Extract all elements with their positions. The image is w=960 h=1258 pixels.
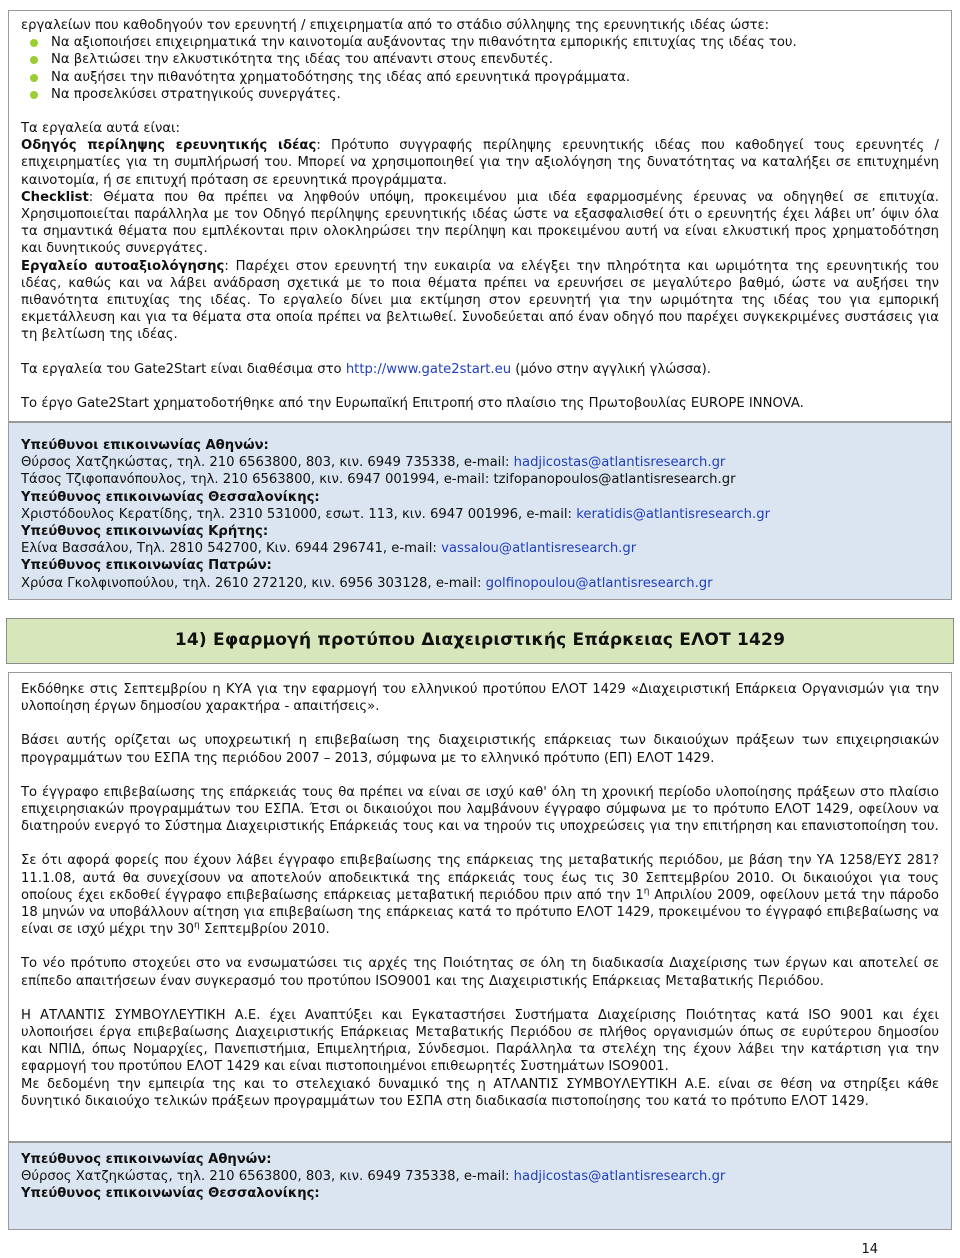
tools-section: [8, 10, 952, 422]
page-number: 14: [861, 1242, 878, 1257]
list-item: Να αξιοποιήσει επιχειρηματικά την καινοτομία αυξάνοντας την πιθανότητα εμπορικής επιτυχίας της ιδέας του.: [21, 34, 939, 51]
contact-line: Χρύσα Γκολφινοπούλου, τηλ. 2610 272120, κιν. 6956 303128, e-mail: golfinopoulou@atlantisresearch.gr: [21, 575, 713, 591]
email-link[interactable]: hadjicostas@atlantisresearch.gr: [513, 1169, 726, 1185]
elot-paragraph: Το νέο πρότυπο στοχεύει στο να ενσωματώσει τις αρχές της Ποιότητας σε όλη τη διαδικασία Διαχείρισης των έργων και αποτελεί σε επίπεδο απαιτήσεων έναν συγκερασμό του προτύπου ISO9001 και της Διαχειριστικής Επάρκειας Μεταβατικής Περιόδου.: [21, 956, 939, 989]
contacts-box-2: [8, 1142, 952, 1230]
funding-text: Το έργο Gate2Start χρηματοδοτήθηκε από την Ευρωπαϊκή Επιτροπή στο πλαίσιο της Πρωτοβουλίας EUROPE INNOVA.: [21, 395, 804, 411]
contact-heading-thessaloniki: Υπεύθυνος επικοινωνίας Θεσσαλονίκης:: [21, 1186, 320, 1202]
email-link[interactable]: keratidis@atlantisresearch.gr: [576, 506, 771, 522]
elot-paragraph: Το έγγραφο επιβεβαίωσης της επάρκειάς τους θα πρέπει να είναι σε ισχύ καθ' όλη τη χρονική περίοδο υλοποίησης πράξεων στο πλαίσιο επιχειρησιακών προγραμμάτων του ΕΣΠΑ. Έτσι οι δικαιούχοι που λαμβάνουν έγγραφο σύμφωνα με το πρότυπο ΕΛΟΤ 1429, οφείλουν να διατηρούν ενεργό το Σύστημα Διαχειριστικής Επάρκειάς τους και να τηρούν τις υποχρεώσεις για την επιτήρηση και επανιστοποίηση του.: [21, 784, 939, 835]
tool-self-assessment: Εργαλείο αυτοαξιολόγησης: Παρέχει στον ερευνητή την ευκαιρία να ελέγξει την πληρότητα και ωριμότητα της ερευνητικής του ιδέας, καθώς και να λάβει ανάδραση σχετικά με το ποια θέματα πρέπει να ερευνήσει σε μεγαλύτερο βαθμό, ώστε να αυξήσει την πιθανότητα επιτυχίας της ιδέας. Το εργαλείο δίνει μια εκτίμηση στον ερευνητή για την ωριμότητα της ιδέας του για εμπορική εκμετάλλευση και για τα θέματα στα οποία πρέπει να βελτιωθεί. Συνοδεύεται από έναν οδηγό που παρέχει συγκεκριμένες συστάσεις για τη βελτίωση της ιδέας.: [21, 258, 939, 343]
tool-checklist: Checklist: Θέματα που θα πρέπει να ληφθούν υπόψη, προκειμένου μια ιδέα εφαρμοσμένης έρευνας να οδηγηθεί σε επιτυχία. Χρησιμοποιείται παράλληλα με τον Οδηγό περίληψης ερευνητικής ιδέας ώστε να εξασφαλισθεί ότι ο ερευνητής έχει λάβει υπ’ όψιν όλα τα σημαντικά θέματα που εμπλέκονται πριν ολοκληρώσει την περίληψη και προκειμένου αυτή να είναι ελκυστική προς χρηματοδότηση και δυνητικούς συνεργάτες.: [21, 189, 939, 257]
contact-heading-athens: Υπεύθυνος επικοινωνίας Αθηνών:: [21, 1152, 272, 1167]
elot-paragraph: Σε ότι αφορά φορείς που έχουν λάβει έγγραφο επιβεβαίωσης της επάρκειας της μεταβατικής περιόδου, με βάση την ΥΑ 1258/ΕΥΣ 281?11.1.08, αυτά θα συνεχίσουν να αποτελούν αποδεικτικά της επάρκειάς τους έως τις 30 Σεπτεμβρίου 2010. Οι δικαιούχοι για τους οποίους έχει εκδοθεί έγγραφο επιβεβαίωσης επάρκειας μεταβατική περιόδου πριν από την $1^\eta$ Απριλίου 2009, οφείλουν μετά την πάροδο 18 μηνών να υποβάλλουν αίτηση για επιβεβαίωση της επάρκειας κατά το πρότυπο ΕΛΟΤ 1429, προκειμένου το έγγραφό επιβεβαίωσης να είναι σε ισχύ μέχρι την $30^\eta$ Σεπτεμβρίου 2010.: [21, 853, 940, 938]
contact-heading-crete: Υπεύθυνος επικοινωνίας Κρήτης:: [21, 524, 269, 540]
elot-paragraph: Με δεδομένη την εμπειρία της και το στελεχιακό δυναμικό της η ΑΤΛΑΝΤΙΣ ΣΥΜΒΟΥΛΕΥΤΙΚΗ Α.Ε. είναι σε θέση να στηρίξει κάθε δυνητικό δικαιούχο τελικών πράξεων προγραμμάτων του ΕΣΠΑ στη διαδικασία πιστοποίησης του κατά το πρότυπο ΕΛΟΤ 1429.: [21, 1076, 939, 1109]
email-link[interactable]: hadjicostas@atlantisresearch.gr: [513, 455, 726, 471]
contact-line: Τάσος Τζιφοπανόπουλος, τηλ. 210 6563800, κιν. 6947 001994, e-mail: tzifopanopoulos@atlantisresearch.gr: [21, 472, 736, 488]
tool-summary-guide: Οδηγός περίληψης ερευνητικής ιδέας: Πρότυπο συγγραφής περίληψης ερευνητικής ιδέας που καθοδηγεί τους ερευνητές / επιχειρηματίες για τη συμπλήρωσή του. Μπορεί να χρησιμοποιηθεί για την αξιολόγηση της δυνατότητας να καταλήξει σε επιτυχημένη καινοτομία, ή σε επιτυχή πρόταση σε ερευνητικά προγράμματα.: [21, 138, 939, 188]
contact-heading-thessaloniki: Υπεύθυνος επικοινωνίας Θεσσαλονίκης:: [21, 489, 320, 505]
gate2start-link[interactable]: http://www.gate2start.eu: [345, 361, 512, 377]
email-link[interactable]: golfinopoulou@atlantisresearch.gr: [485, 575, 713, 591]
list-item: Να βελτιώσει την ελκυστικότητα της ιδέας του απέναντι στους επενδυτές.: [21, 51, 939, 68]
email-link[interactable]: vassalou@atlantisresearch.gr: [441, 541, 637, 557]
section-title: 14) Εφαρμογή προτύπου Διαχειριστικής Επάρκειας ΕΛΟΤ 1429: [6, 618, 954, 664]
contact-line: Θύρσος Χατζηκώστας, τηλ. 210 6563800, 803, κιν. 6949 735338, e-mail: hadjicostas@atlantisresearch.gr: [21, 1169, 726, 1185]
bullet-dot-icon: [30, 56, 38, 64]
elot-paragraph: Βάσει αυτής ορίζεται ως υποχρεωτική η επιβεβαίωση της διαχειριστικής επάρκειας των δικαιούχων πράξεων των επιχειρησιακών προγραμμάτων του ΕΣΠΑ της περιόδου 2007 – 2013, σύμφωνα με το ελληνικό πρότυπο (ΕΠ) ΕΛΟΤ 1429.: [21, 733, 939, 766]
list-item: Να προσελκύσει στρατηγικούς συνεργάτες.: [21, 86, 939, 103]
tools-intro: εργαλείων που καθοδηγούν τον ερευνητή / επιχειρηματία από το στάδιο σύλληψης της ερευνητικής ιδέας ώστε:: [21, 18, 770, 33]
goals-list: [21, 34, 939, 103]
availability-text: Τα εργαλεία του Gate2Start είναι διαθέσιμα στο http://www.gate2start.eu (μόνο στην αγγλική γλώσσα).: [21, 361, 711, 377]
elot-paragraph: Η ΑΤΛΑΝΤΙΣ ΣΥΜΒΟΥΛΕΥΤΙΚΗ Α.Ε. έχει Αναπτύξει και Εγκαταστήσει Συστήματα Διαχείρισης Ποιότητας κατά ISO 9001 και έχει υλοποιήσει έργα επιβεβαίωσης Διαχειριστικής Επάρκειας Μεταβατικής Περιόδου σε πλήθος οργανισμών όπως σε ευρύτερου δημοσίου και ΝΠΙΔ, όπως Νομαρχίες, Πανεπιστήμια, Επιμελητήρια, Σύνδεσμοι. Παράλληλα τα στελέχη της έχουν λάβει την κατάρτιση για την εφαρμογή του προτύπου ΕΛΟΤ 1429 και είναι πιστοποιημένοι επιθεωρητές Συστημάτων ISO9001.: [21, 1007, 939, 1075]
bullet-dot-icon: [30, 39, 38, 47]
bullet-dot-icon: [30, 91, 38, 99]
bullet-dot-icon: [30, 74, 38, 82]
contact-heading-athens: Υπεύθυνοι επικοινωνίας Αθηνών:: [21, 438, 269, 453]
list-item: Να αυξήσει την πιθανότητα χρηματοδότησης της ιδέας από ερευνητικά προγράμματα.: [21, 69, 939, 86]
contact-line: Θύρσος Χατζηκώστας, τηλ. 210 6563800, 803, κιν. 6949 735338, e-mail: hadjicostas@atlantisresearch.gr: [21, 455, 726, 471]
contacts-box: [8, 422, 952, 600]
elot-paragraph: Εκδόθηκε στις Σεπτεμβρίου η ΚΥΑ για την εφαρμογή του ελληνικού προτύπου ΕΛΟΤ 1429 «Διαχειριστική Επάρκεια Οργανισμών για την υλοποίηση έργων δημοσίου χαρακτήρα - απαιτήσεις».: [21, 682, 939, 715]
elot-section: [8, 672, 952, 1142]
contact-heading-patras: Υπεύθυνος επικοινωνίας Πατρών:: [21, 558, 272, 574]
tools-list-intro: Τα εργαλεία αυτά είναι:: [21, 121, 180, 137]
contact-line: Χριστόδουλος Κερατίδης, τηλ. 2310 531000, εσωτ. 113, κιν. 6947 001996, e-mail: keratidis@atlantisresearch.gr: [21, 506, 771, 522]
contact-line: Ελίνα Βασσάλου, Τηλ. 2810 542700, Κιν. 6944 296741, e-mail: vassalou@atlantisresearch.gr: [21, 541, 637, 557]
